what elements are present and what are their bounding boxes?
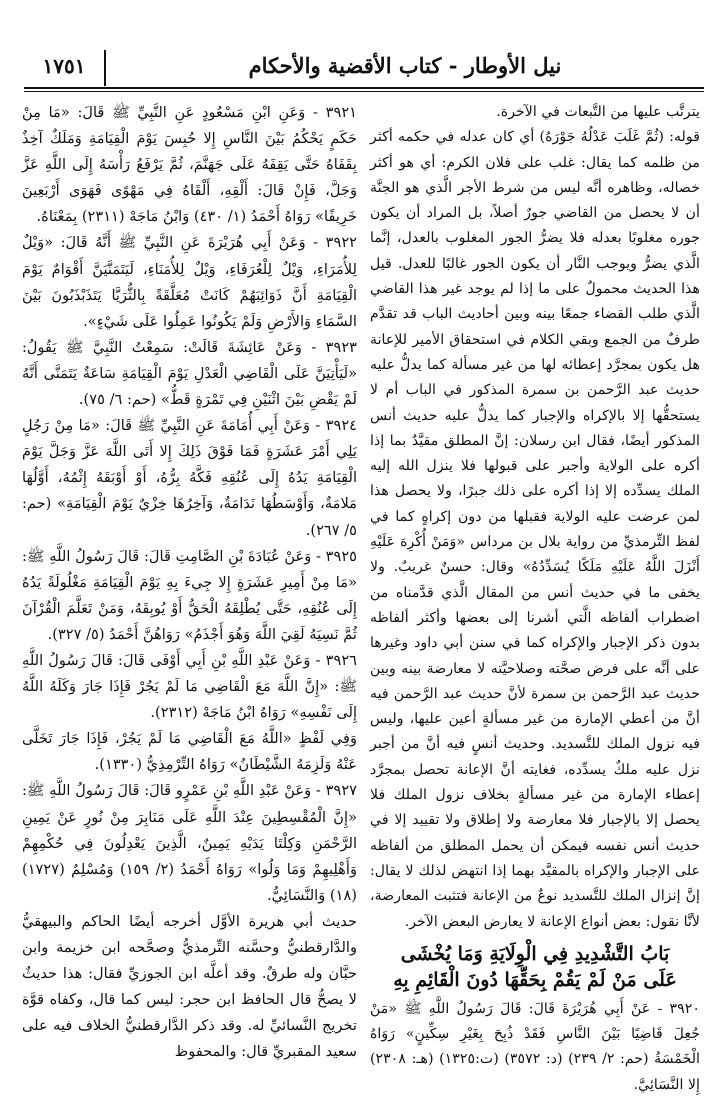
page-header: [24, 50, 704, 92]
chapter-heading: [370, 941, 700, 993]
header-rule: [24, 87, 704, 89]
hadith-3925: ٣٩٢٥ - وَعَنْ عُبَادَةَ بْنِ الصَّامِتِ قَالَ: قَالَ رَسُولُ اللَّهِ ﷺ: «مَا مِنْ أَمِيرِ عَشَرَةٍ إِلا جِيءَ بِهِ يَوْمَ الْقِيَامَةِ مَغْلُولَةً يَدُهُ إِلَى عُنُقِهِ، حَتَّى يُطْلِقَهُ الْحَقُّ أَوْ يُوبِقَهُ، وَمَنْ تَعَلَّمَ الْقُرْآنَ ثُمَّ نَسِيَهُ لَقِيَ اللَّهَ وَهُوَ أَجْذَمُ» رَوَاهُنَّ أَحْمَدُ (٥/ ٣٢٧).: [22, 547, 357, 643]
intro-line: يترتَّب عليها من التَّبعات في الآخرة.: [496, 104, 700, 120]
commentary-paragraph: حديث أبي هريرة الأوَّل أخرجه أيضًا الحاكم والبيهقيُّ والدَّارقطنيُّ وحسَّنه التِّرمذيُّ وصحَّحه ابن خزيمة وابن حبَّان وله طرقٌ. وقد أعلَّه ابن الجوزيِّ فقال: هذا حديثٌ لا يصحُّ قال الحافظ ابن حجر: ليس كما قال، وكفاه قوَّة تخريج النَّسائيِّ له. وقد ذكر الدَّارقطنيُّ الخلاف فيه على سعيد المقبريِّ قال: والمحفوظ: [22, 912, 357, 1061]
hadith-3927: ٣٩٢٧ - وَعَنْ عَبْدِ اللَّهِ بْنِ عَمْرٍو قَالَ: قَالَ رَسُولُ اللَّهِ ﷺ: «إِنَّ الْمُقْسِطِينَ عِنْدَ اللَّهِ عَلَى مَنَابِرَ مِنْ نُورٍ عَنْ يَمِينِ الرَّحْمَنِ وَكِلْتَا يَدَيْهِ يَمِينٌ، الَّذِينَ يَعْدِلُونَ فِي حُكْمِهِمْ وَأَهْلِيهِمْ وَمَا وَلُوا» رَوَاهُ أَحْمَدُ (٢/ ١٥٩) وَمُسْلِمٌ (١٧٢٧) (١٨) وَالنَّسَائِيُّ.: [22, 782, 357, 904]
hadith-3923: ٣٩٢٣ - وَعَنْ عَائِشَةَ قَالَتْ: سَمِعْتُ النَّبِيَّ ﷺ يَقُولُ: «لَيَأْتِيَنَّ عَلَى الْقَاضِي الْعَدْلِ يَوْمَ الْقِيَامَةِ سَاعَةٌ يَتَمَنَّى أَنَّهُ لَمْ يَقْضِ بَيْنَ اثْنَيْنِ فِي تَمْرَةٍ قَطُّ» (حم: ٦/ ٧٥).: [22, 338, 357, 409]
header-rule-thin: [24, 91, 704, 92]
hadith-3922: ٣٩٢٢ - وَعَنْ أَبِي هُرَيْرَةَ عَنِ النَّبِيِّ ﷺ أَنَّهُ قَالَ: «وَيْلٌ لِلأُمَرَاءِ، وَيْلٌ لِلْعُرَفَاءِ، وَيْلٌ لِلأُمَنَاءِ، لَيَتَمَنَّيَنَّ أَقْوَامٌ يَوْمَ الْقِيَامَةِ أَنَّ ذَوَائِبَهُمْ كَانَتْ مُعَلَّقَةً بِالثُّرَيَّا يَتَذَبْذَبُونَ بَيْنَ السَّمَاءِ وَالأَرْضِ وَلَمْ يَكُونُوا عَمِلُوا عَلَى شَيْءٍ».: [22, 234, 357, 330]
chapter-title-line-2: عَلَى مَنْ لَمْ يَقُمْ بِحَقِّهَا دُونَ الْقَائِمِ بِهِ: [393, 968, 677, 991]
commentary-paragraph: قوله: (ثُمَّ غَلَبَ عَدْلُهُ جَوْرَهُ) أي كان عدله في حكمه أكثر من ظلمه كما يقال: غلب على فلان الكرم: أي هو أكثر خصاله، وظاهره أنَّه ليس من شرط الأجر الَّذي هو الجنَّة أن لا يحصل من القاضي جورٌ أصلاً، بل المراد أن يكون جوره مغلوبًا بعدله فلا يضرُّ الجور المغلوب بالعدل، إنَّما الَّذي يضرُّ ويوجب النَّار أن يكون الجور غالبًا للعدل. قيل هذا الحديث محمولٌ على ما إذا لم يوجد غير هذا القاضي الَّذي طلب القضاء جمعًا بينه وبين أحاديث الباب قد تقدَّم طرفٌ من الجمع وبقي الكلام في استحقاق الأمير للإعانة هل يكون بمجرَّد إعطائه لها من غير مسألة كما يدلُّ عليه حديث عبد الرَّحمن بن سمرة المذكور في الباب أم لا يستحقُّها إلا بالإكراه والإجبار كما يدلُّ عليه حديث أنس المذكور أيضًا، فقال ابن رسلان: إنَّ المطلق مقيَّدٌ بما إذا أكره على الولاية وأجبر على قبولها فلا ينزل الله إليه الملك يسدِّده إلا إذا أكره على ذلك جبرًا، ولا يحصل هذا لمن عرضت عليه الولاية فقبلها من دون إكراهٍ كما في لفظ التِّرمذيِّ من رواية بلال بن مرداس «وَمَنْ أُكْرِهَ عَلَيْهِ أَنْزَلَ اللَّهُ عَلَيْهِ مَلَكًا يُسَدِّدُهُ» وقال: حسنٌ غريبٌ. ولا يخفى ما في حديث أنس من المقال الَّذي قدَّمناه من اضطراب ألفاظه الَّتي أشرنا إلى بعضها وأكثر ألفاظه بدون ذكر الإجبار والإكراه كما في سنن أبي داود وغيرها على أنَّه على فرض صحَّته وصلاحيَّته لا معارضة بينه وبين حديث عبد الرَّحمن بن سمرة لأنَّ حديث عبد الرَّحمن فيه أنَّ من أعطي الإمارة من غير مسألةٍ أعين عليها، وليس فيه نزول الملك للتَّسديد. وحديث أنسٍ فيه أنَّ من أجبر نزل عليه ملكٌ يسدِّده، فغايته أنَّ الإعانة تحصل بمجرَّد إعطاء الإمارة من غير مسألةٍ بخلاف نزول الملك فلا يحصل إلا بالإجبار فلا معارضة ولا إطلاق ولا تقييد إلا في حديث أنس نفسه فيمكن أن يحمل المطلق من ألفاظه على الإجبار والإكراه بالمقيَّد بهما إذا انتهض لذلك لا يقال: إنَّ إنزال الملك للتَّسديد نوعٌ من الإعانة فتثبت المعارضة، لأنَّا نقول: بعض أنواع الإعانة لا يعارض البعض الآخر.: [370, 129, 700, 930]
right-column: [370, 100, 700, 1098]
hadith-3926: ٣٩٢٦ - وَعَنْ عَبْدِ اللَّهِ بْنِ أَبِي أَوْفَى قَالَ: قَالَ رَسُولُ اللَّهِ ﷺ: «إِنَّ اللَّهَ مَعَ الْقَاضِي مَا لَمْ يَجُرْ فَإِذَا جَارَ وَكَلَهُ اللَّهُ إِلَى نَفْسِهِ» رَوَاهُ ابْنُ مَاجَهْ (٢٣١٢).: [22, 651, 357, 722]
hadith-3926-variant: وَفِي لَفْظٍ «اللَّهُ مَعَ الْقَاضِي مَا لَمْ يَجُرْ، فَإِذَا جَارَ تَخَلَّى عَنْهُ وَلَزِمَهُ الشَّيْطَانُ» رَوَاهُ التِّرْمِذِيُّ (١٣٣٠).: [22, 730, 357, 774]
page-number: ١٧٥١: [24, 50, 106, 86]
hadith-3920: ٣٩٢٠ - عَنْ أَبِي هُرَيْرَةَ قَالَ: قَالَ رَسُولُ اللَّهِ ﷺ «مَنْ جُعِلَ قَاضِيًا بَيْنَ النَّاسِ فَقَدْ ذُبِحَ بِغَيْرِ سِكِّينٍ» رَوَاهُ الْخَمْسَةُ (حم: ٢/ ٢٣٩) (د: ٣٥٧٢) (ت:١٣٢٥) (هـ: ٢٣٠٨) إِلا النَّسَائِيَّ.: [370, 1000, 701, 1093]
left-column: [22, 100, 357, 1065]
chapter-title-line-1: بَابُ التَّشْدِيدِ فِي الْوِلَايَةِ وَمَا يُخْشَى: [400, 942, 670, 965]
hadith-3924: ٣٩٢٤ - وَعَنْ أَبِي أُمَامَةَ عَنِ النَّبِيِّ ﷺ قَالَ: «مَا مِنْ رَجُلٍ يَلِي أَمْرَ عَشَرَةٍ فَمَا فَوْقَ ذَلِكَ إِلا أَتَى اللَّهَ عَزَّ وَجَلَّ يَوْمَ الْقِيَامَةِ يَدُهُ إِلَى عُنُقِهِ فَكَّهُ بِرُّهُ، أَوْ أَوْبَقَهُ إِثْمُهُ، أَوَّلُهَا مَلامَةٌ، وَأَوْسَطُهَا نَدَامَةٌ، وَآخِرُهَا خِزْيٌ يَوْمَ الْقِيَامَةِ» (حم: ٥/ ٢٦٧).: [22, 417, 357, 539]
hadith-3921: ٣٩٢١ - وَعَنِ ابْنِ مَسْعُودٍ عَنِ النَّبِيِّ ﷺ قَالَ: «مَا مِنْ حَكَمٍ يَحْكُمُ بَيْنَ النَّاسِ إِلا حُبِسَ يَوْمَ الْقِيَامَةِ وَمَلَكٌ آخِذٌ بِقَفَاهُ حَتَّى يَقِفَهُ عَلَى جَهَنَّمَ، ثُمَّ يَرْفَعُ رَأْسَهُ إِلَى اللَّهِ عَزَّ وَجَلَّ، فَإِنْ قَالَ: أَلْقِهِ، أَلْقَاهُ فِي مَهْوًى فَهَوَى أَرْبَعِينَ خَرِيفًا» رَوَاهُ أَحْمَدُ (١/ ٤٣٠) وَابْنُ مَاجَهْ (٢٣١١) بِمَعْنَاهُ.: [22, 104, 357, 226]
running-title: نيل الأوطار - كتاب الأقضية والأحكام: [248, 53, 562, 78]
